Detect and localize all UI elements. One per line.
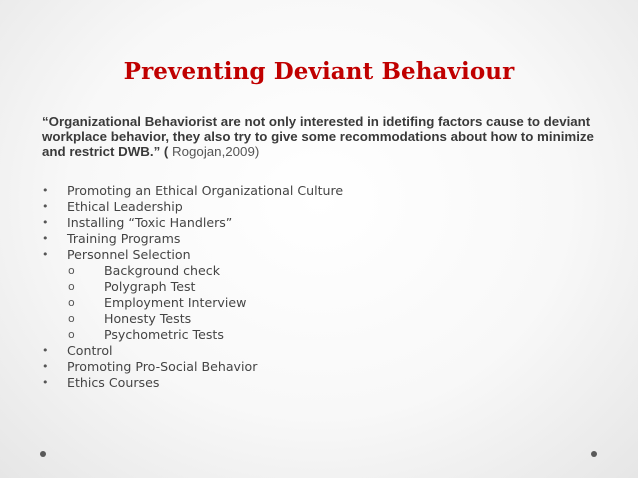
- slide-title: Preventing Deviant Behaviour: [123, 58, 515, 85]
- bullet-marker: •: [42, 248, 49, 261]
- sub-list-item: [42, 279, 343, 295]
- list-item: [42, 199, 343, 215]
- list-item-label: Promoting an Ethical Organizational Culture: [67, 183, 344, 198]
- list-item-label: Ethics Courses: [67, 375, 160, 390]
- bullet-marker: •: [42, 360, 49, 373]
- sub-list-item-label: Employment Interview: [104, 295, 247, 310]
- list-item: [42, 183, 343, 199]
- sub-bullet-marker: o: [68, 312, 75, 325]
- sub-bullet-marker: o: [68, 280, 75, 293]
- sub-list-item-label: Honesty Tests: [104, 311, 192, 326]
- list-item: [42, 375, 343, 391]
- sub-list-item: [42, 311, 343, 327]
- bullet-list: [42, 183, 343, 391]
- sub-bullet-marker: o: [68, 264, 75, 277]
- list-item: [42, 343, 343, 359]
- bullet-marker: •: [42, 232, 49, 245]
- decorative-dot-left: [40, 451, 46, 457]
- list-item: [42, 247, 343, 263]
- bullet-marker: •: [42, 200, 49, 213]
- quote-block: [42, 114, 602, 159]
- bullet-marker: •: [42, 184, 49, 197]
- sub-list-item-label: Polygraph Test: [104, 279, 196, 294]
- list-item: [42, 231, 343, 247]
- bullet-marker: •: [42, 216, 49, 229]
- quote-citation: Rogojan,2009): [168, 144, 260, 159]
- decorative-dot-right: [591, 451, 597, 457]
- list-item-label: Ethical Leadership: [67, 199, 183, 214]
- quote-text: “Organizational Behaviorist are not only interested in idetifing factors cause to deviant workplace behavior, they also try to give some recommodations about how to minimize and restrict DWB.” (: [42, 114, 594, 159]
- bullet-marker: •: [42, 344, 49, 357]
- sub-list-item-label: Psychometric Tests: [104, 327, 224, 342]
- list-item: [42, 359, 343, 375]
- list-item-label: Control: [67, 343, 113, 358]
- sub-bullet-marker: o: [68, 328, 75, 341]
- sub-list-item: [42, 263, 343, 279]
- bullet-marker: •: [42, 376, 49, 389]
- sub-list-item: [42, 327, 343, 343]
- list-item: [42, 215, 343, 231]
- sub-bullet-marker: o: [68, 296, 75, 309]
- list-item-label: Promoting Pro-Social Behavior: [67, 359, 258, 374]
- list-item-label: Personnel Selection: [67, 247, 191, 262]
- sub-list-item-label: Background check: [104, 263, 221, 278]
- sub-list-item: [42, 295, 343, 311]
- list-item-label: Installing “Toxic Handlers”: [67, 215, 233, 230]
- list-item-label: Training Programs: [67, 231, 181, 246]
